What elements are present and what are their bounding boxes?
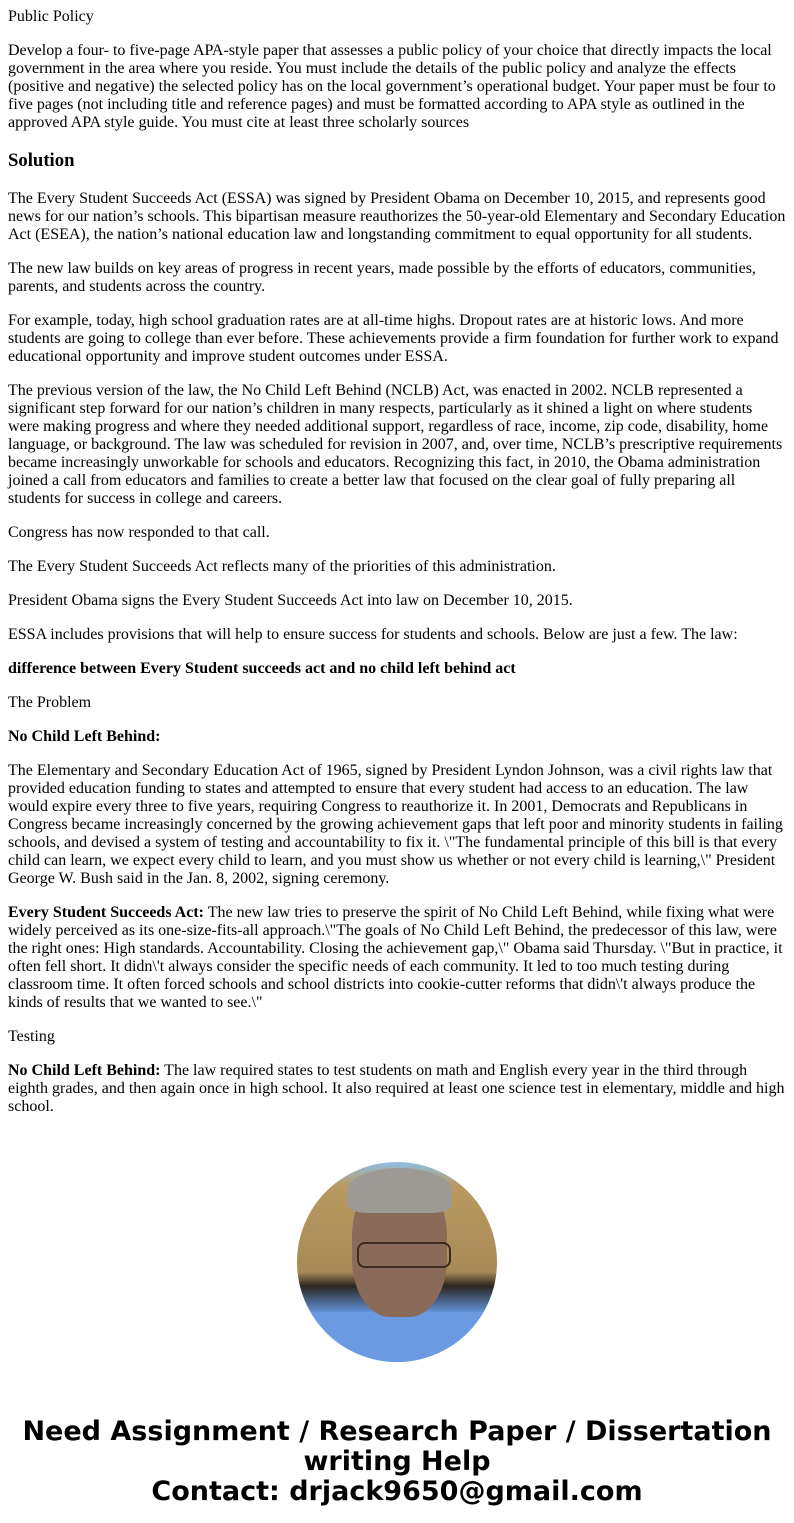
solution-paragraph: The new law builds on key areas of progress in recent years, made possible by the efforts of educators, communities, parents, and students across the country. [8,260,756,295]
testing-label: Testing [8,1028,55,1045]
nclb-label [8,728,786,746]
solution-paragraph: Congress has now responded to that call. [8,524,270,541]
question-title: Public Policy [8,8,94,25]
solution-paragraph: The Every Student Succeeds Act reflects many of the priorities of this administration. [8,558,556,575]
banner-line-contact: Contact: drjack9650@gmail.com [151,1476,643,1507]
avatar-hair [347,1168,452,1213]
solution-paragraph: President Obama signs the Every Student Succeeds Act into law on December 10, 2015. [8,592,573,609]
nclb-testing-paragraph [8,1062,786,1116]
nclb-problem: The Elementary and Secondary Education Act of 1965, signed by President Lyndon Johnson, was a civil rights law that provided education funding to states and attempted to ensure that every student had access to an education. The law would expire every three to five years, requiring Congress to reauthorize it. In 2001, Democrats and Republicans in Congress became increasingly concerned by the growing achievement gaps that left poor and minority students in failing schools, and devised a system of testing and accountability to fix it. \"The fundamental principle of this bill is that every child can learn, we expect every child to learn, and you must show us whether or not every child is learning,\" President George W. Bush said in the Jan. 8, 2002, signing ceremony. [8,762,783,887]
contact-banner [8,1417,786,1507]
difference-heading-text: difference between Every Student succeeds act and no child left behind act [8,660,516,677]
essa-problem-paragraph [8,904,786,1012]
difference-heading [8,660,786,678]
essa-problem: The new law tries to preserve the spirit of No Child Left Behind, while fixing what were widely perceived as its one-size-fits-all approach.\"The goals of No Child Left Behind, the predecessor of this law, were the right ones: High standards. Accountability. Closing the achievement gap,\" Obama said Thursday. \"But in practice, it often fell short. It didn\'t always consider the specific needs of each community. It led to too much testing during classroom time. It often forced schools and school districts into cookie-cutter reforms that didn\'t always produce the kinds of results that we wanted to see.\" [8,904,783,1011]
avatar-glasses [357,1242,451,1268]
question-body: Develop a four- to five-page APA-style paper that assesses a public policy of your choice that directly impacts the local government in the area where you reside. You must include the details of the public policy and analyze the effects (positive and negative) the selected policy has on the local government’s operational budget. Your paper must be four to five pages (not including title and reference pages) and must be formatted according to APA style as outlined in the approved APA style guide. You must cite at least three scholarly sources [8,42,776,131]
nclb-label-text: No Child Left Behind: [8,728,161,745]
nclb-testing: The law required states to test students on math and English every year in the third through eighth grades, and then again once in high school. It also required at least one science test in elementary, middle and high school. [8,1062,785,1115]
essa-label: Every Student Succeeds Act: [8,904,204,921]
nclb-testing-label: No Child Left Behind: [8,1062,161,1079]
solution-heading: Solution [8,150,75,171]
solution-paragraph: ESSA includes provisions that will help to ensure success for students and schools. Below are just a few. The law: [8,626,738,643]
author-avatar [297,1162,497,1362]
solution-paragraph: For example, today, high school graduation rates are at all-time highs. Dropout rates are at historic lows. And more students are going to college than ever before. These achievements provide a firm foundation for further work to expand educational opportunity and improve student outcomes under ESSA. [8,312,779,365]
avatar-shirt [297,1312,497,1362]
author-avatar-container [8,1162,786,1367]
solution-paragraph: The Every Student Succeeds Act (ESSA) was signed by President Obama on December 10, 2015, and represents good news for our nation’s schools. This bipartisan measure reauthorizes the 50-year-old Elementary and Secondary Education Act (ESEA), the nation’s national education law and longstanding commitment to equal opportunity for all students. [8,190,786,243]
problem-label: The Problem [8,694,92,711]
banner-line-help: Need Assignment / Research Paper / Dissertation writing Help [22,1416,772,1477]
solution-paragraph: The previous version of the law, the No Child Left Behind (NCLB) Act, was enacted in 2002. NCLB represented a significant step forward for our nation’s children in many respects, particularly as it shined a light on where students were making progress and where they needed additional support, regardless of race, income, zip code, disability, home language, or background. The law was scheduled for revision in 2007, and, over time, NCLB’s prescriptive requirements became increasingly unworkable for schools and educators. Recognizing this fact, in 2010, the Obama administration joined a call from educators and families to create a better law that focused on the clear goal of fully preparing all students for success in college and careers. [8,382,783,507]
